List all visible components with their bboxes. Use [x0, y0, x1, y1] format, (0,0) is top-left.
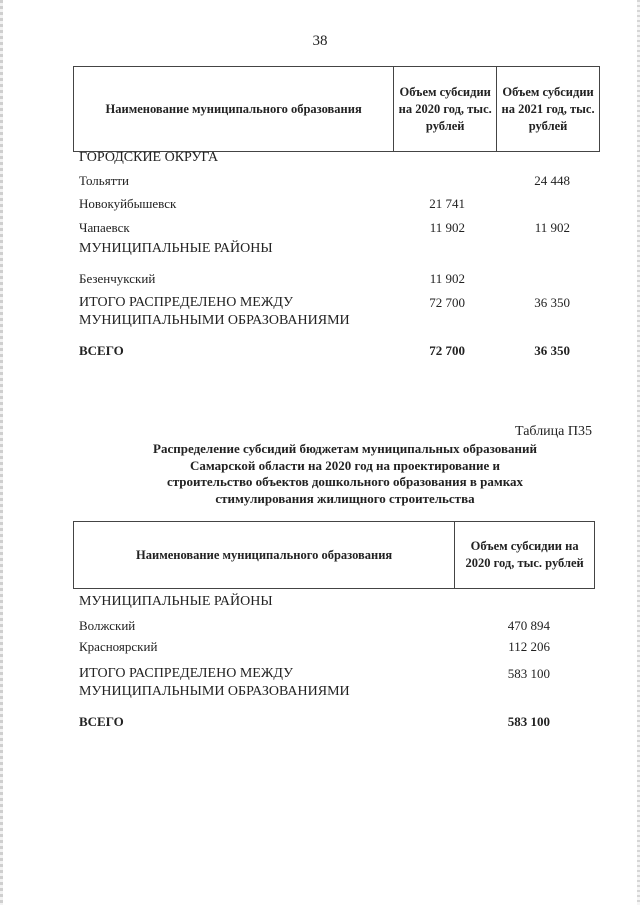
table1-total-2021: 36 350: [534, 343, 570, 358]
table2-total-label: ВСЕГО: [79, 714, 124, 729]
table2-distributed-line1: ИТОГО РАСПРЕДЕЛЕНО МЕЖДУ: [79, 666, 293, 681]
table1-section-city: ГОРОДСКИЕ ОКРУГА: [79, 150, 219, 165]
table1-total-label: ВСЕГО: [79, 343, 124, 358]
table1-distributed-line1: ИТОГО РАСПРЕДЕЛЕНО МЕЖДУ: [79, 295, 293, 310]
table1-header-name: Наименование муниципального образования: [74, 67, 394, 152]
table1-row-2020: 11 902: [429, 220, 465, 235]
table1-total-2020: 72 700: [429, 343, 465, 358]
table2-label: Таблица П35: [515, 424, 592, 439]
table1-row-name: Чапаевск: [79, 220, 130, 235]
table1-row-name: Тольятти: [79, 173, 130, 188]
scan-edge-left: [0, 0, 3, 905]
table1-row-name: Безенчукский: [79, 271, 156, 286]
table1-section-district: МУНИЦИПАЛЬНЫЕ РАЙОНЫ: [79, 241, 273, 256]
table1-distributed-2021: 36 350: [534, 295, 570, 310]
table1-header-2020: Объем субсидии на 2020 год, тыс. рублей: [394, 67, 497, 152]
table2-header: [73, 521, 595, 589]
table1-row-2020: 21 741: [429, 196, 465, 211]
table1-row-name: Новокуйбышевск: [79, 196, 177, 211]
table2-total-2020: 583 100: [507, 714, 550, 729]
table2-title-line: Распределение субсидий бюджетам муниципальных образований: [153, 441, 537, 456]
table2-header-2020: Объем субсидии на 2020 год, тыс. рублей: [455, 522, 595, 589]
table2-section-district: МУНИЦИПАЛЬНЫЕ РАЙОНЫ: [79, 594, 273, 609]
table2-row-name: Волжский: [79, 618, 136, 633]
table2-row-2020: 470 894: [507, 618, 550, 633]
table2-title-line: строительство объектов дошкольного образования в рамках: [166, 474, 524, 489]
page-number: 38: [312, 33, 328, 49]
table2-title-line: Самарской области на 2020 год на проектирование и: [189, 457, 501, 473]
table1-row-2020: 11 902: [429, 271, 465, 286]
table1-header-2021: Объем субсидии на 2021 год, тыс. рублей: [497, 67, 600, 152]
table1-header: [73, 66, 600, 152]
table2-distributed-line2: МУНИЦИПАЛЬНЫМИ ОБРАЗОВАНИЯМИ: [79, 684, 350, 699]
table2-row-name: Красноярский: [79, 639, 158, 654]
table1-row-2021: 11 902: [534, 220, 570, 235]
table1-distributed-2020: 72 700: [429, 295, 465, 310]
table2-distributed-2020: 583 100: [507, 666, 550, 681]
table1-distributed-line2: МУНИЦИПАЛЬНЫМИ ОБРАЗОВАНИЯМИ: [79, 313, 350, 328]
table2-title-line: стимулирования жилищного строительства: [215, 490, 475, 506]
table2-row-2020: 112 206: [508, 639, 550, 654]
table2-title: [100, 441, 590, 507]
table2-header-name: Наименование муниципального образования: [74, 522, 455, 589]
table1-row-2021: 24 448: [534, 173, 570, 188]
